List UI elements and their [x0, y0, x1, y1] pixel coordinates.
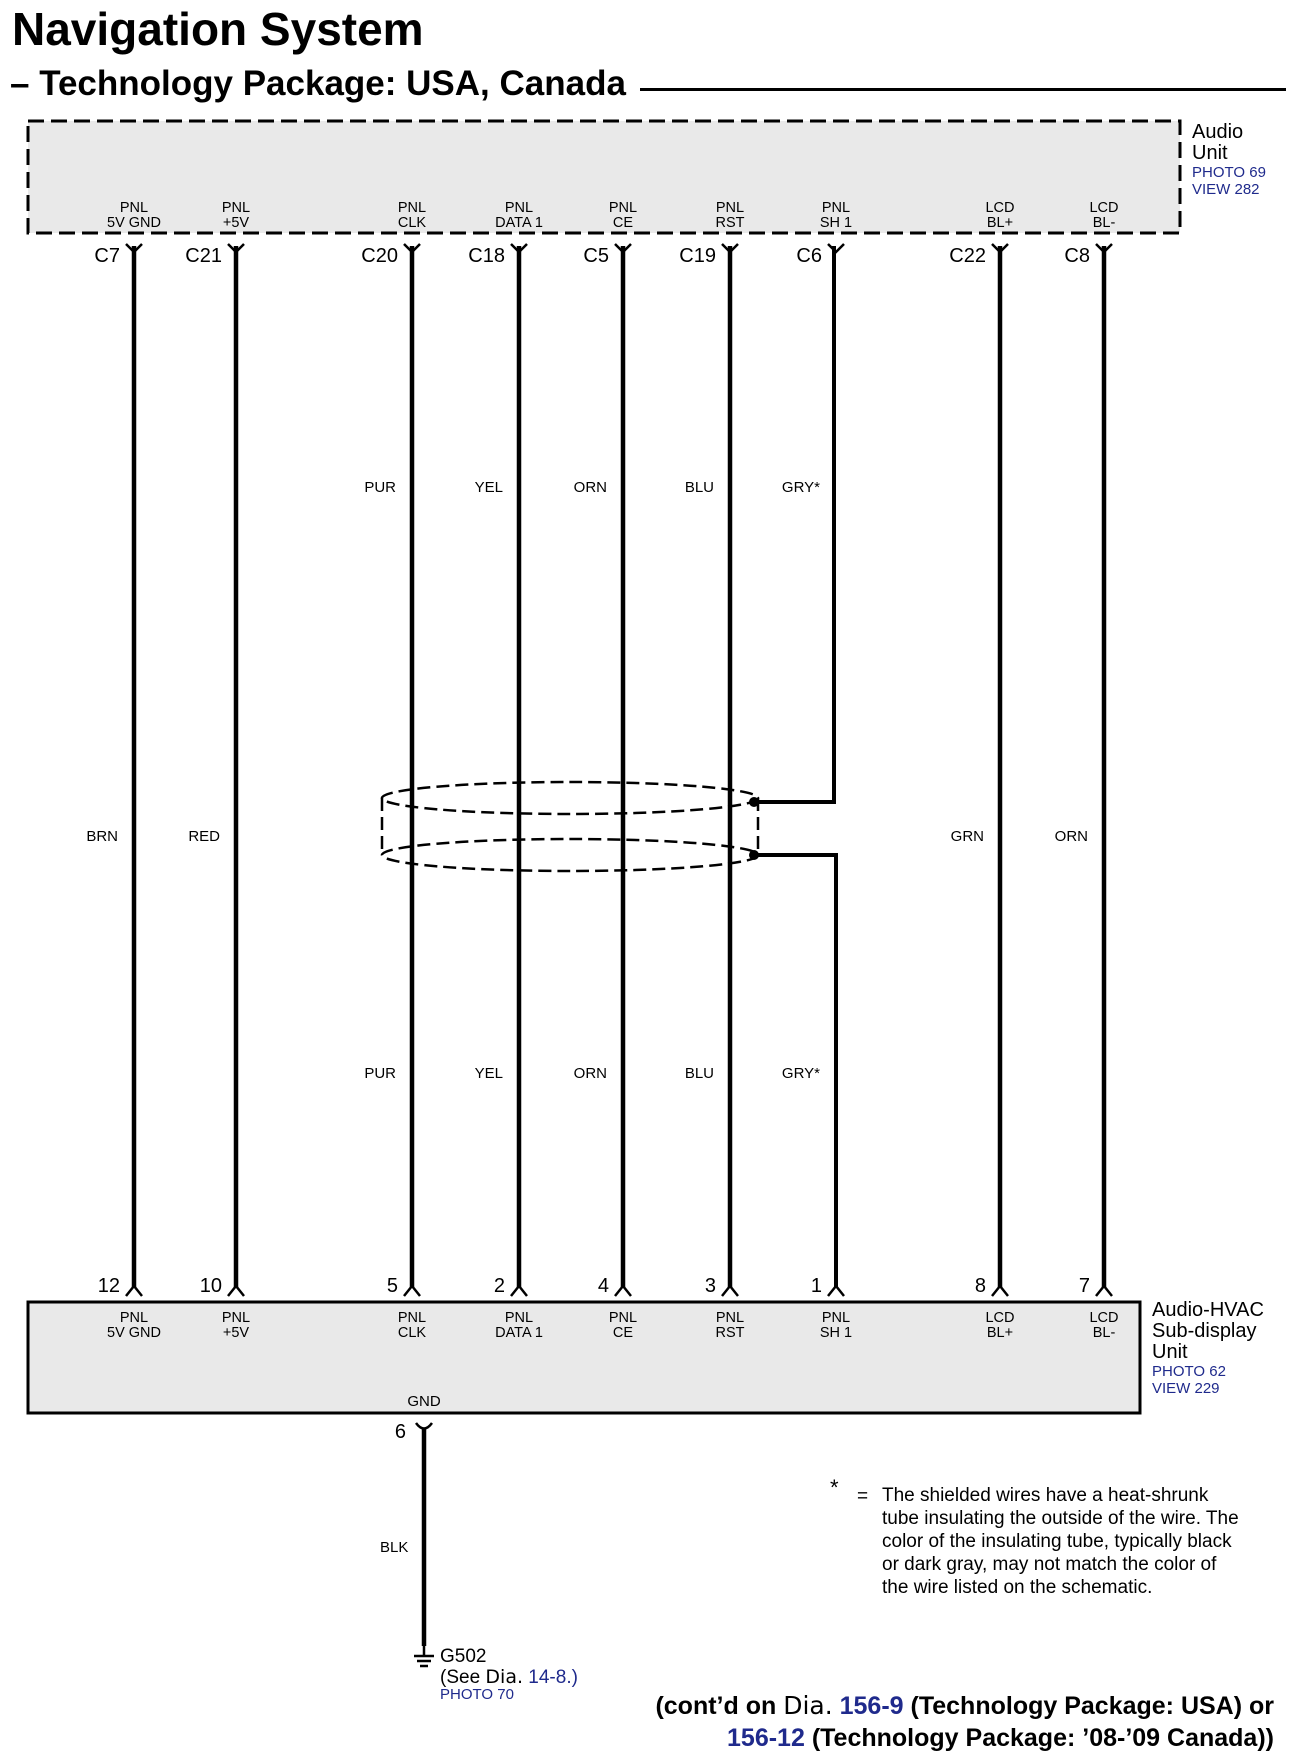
shield-tube — [382, 782, 758, 871]
wire-4 — [574, 200, 637, 1341]
sub-display-view: VIEW 229 — [1152, 1380, 1220, 1397]
terminal-male-icon — [511, 1286, 527, 1296]
wire-color-label: BLU — [684, 479, 714, 496]
terminal-male-icon — [615, 1286, 631, 1296]
footnote-equals: = — [857, 1486, 869, 1507]
sub-display-name-1: Audio-HVAC — [1152, 1299, 1264, 1321]
terminal-male-icon — [992, 1286, 1008, 1296]
wire-color-label: ORN — [573, 479, 607, 496]
sub-display-pin-number: 5 — [386, 1275, 398, 1297]
terminal-male-icon — [828, 1286, 844, 1296]
audio-terminal-label: PNL — [397, 200, 427, 216]
wire-group — [86, 200, 1118, 1341]
wire-color-label: ORN — [573, 1065, 607, 1082]
page-subtitle: – Technology Package: USA, Canada — [10, 64, 640, 104]
sub-display-terminal-label: PNL — [608, 1310, 638, 1326]
wire-color-label: YEL — [474, 1065, 503, 1082]
audio-terminal-label: PNL — [821, 200, 851, 216]
wire-0 — [86, 200, 161, 1341]
wire-5 — [679, 200, 744, 1341]
wire-color-label: GRY* — [781, 1065, 820, 1082]
terminal-male-icon — [1096, 1286, 1112, 1296]
ground-see-link[interactable]: 14-8.) — [528, 1667, 578, 1688]
sub-display-pin-number: 2 — [493, 1275, 505, 1297]
ground-symbol-icon — [414, 1646, 434, 1666]
sub-display-terminal-label: BL+ — [986, 1325, 1014, 1341]
sub-display-pin-number: 8 — [974, 1275, 986, 1297]
audio-terminal-label: BL+ — [986, 215, 1014, 231]
audio-terminal-label: PNL — [221, 200, 251, 216]
sub-display-pin-number: 4 — [597, 1275, 609, 1297]
wire-color-label: GRY* — [781, 479, 820, 496]
sub-display-pin-number: 10 — [199, 1275, 222, 1297]
gnd-terminal-label: GND — [407, 1393, 441, 1410]
wire-2 — [361, 200, 426, 1341]
sub-display-terminal-label: PNL — [119, 1310, 149, 1326]
shield-drain-connection — [749, 246, 836, 1287]
sub-display-photo: PHOTO 62 — [1152, 1363, 1226, 1380]
sub-display-pin-number: 12 — [97, 1275, 120, 1297]
sub-display-terminal-label: PNL — [397, 1310, 427, 1326]
audio-terminal-label: PNL — [504, 200, 534, 216]
wire-color-label: GRN — [950, 828, 984, 845]
sub-display-terminal-label: RST — [715, 1325, 745, 1341]
sub-display-terminal-label: CE — [612, 1325, 634, 1341]
terminal-male-icon — [228, 1286, 244, 1296]
audio-unit-view: VIEW 282 — [1192, 181, 1260, 198]
footnote-asterisk: * — [830, 1475, 839, 1500]
sub-display-pin-number: 7 — [1078, 1275, 1090, 1297]
audio-pin-number: C21 — [185, 245, 222, 267]
ground-photo: PHOTO 70 — [440, 1686, 514, 1703]
audio-pin-number: C18 — [468, 245, 505, 267]
audio-terminal-label: RST — [715, 215, 745, 231]
continued-reference — [655, 1690, 1274, 1754]
wire-8 — [1055, 200, 1119, 1341]
sub-display-name-2: Sub-display — [1152, 1320, 1257, 1342]
wire-3 — [468, 200, 543, 1341]
audio-unit-photo: PHOTO 69 — [1192, 164, 1266, 181]
wire-7 — [949, 200, 1014, 1341]
ground-see-reference: (See Dia. 14-8.) — [440, 1666, 578, 1688]
ground-wire — [416, 1423, 432, 1646]
sub-display-terminal-label: DATA 1 — [495, 1325, 543, 1341]
sub-display-pin-number: 1 — [810, 1275, 822, 1297]
ground-name: G502 — [440, 1646, 487, 1667]
audio-pin-number: C8 — [1064, 245, 1090, 267]
audio-unit-name-2: Unit — [1192, 142, 1228, 164]
wire-color-label: PUR — [364, 1065, 396, 1082]
audio-terminal-label: CLK — [397, 215, 427, 231]
sub-display-terminal-label: SH 1 — [819, 1325, 853, 1341]
gnd-pin-number: 6 — [394, 1421, 406, 1443]
wire-color-label: RED — [188, 828, 220, 845]
page-title: Navigation System — [12, 3, 424, 55]
sub-display-terminal-label: PNL — [504, 1310, 534, 1326]
sub-display-terminal-label: PNL — [715, 1310, 745, 1326]
audio-terminal-label: SH 1 — [819, 215, 853, 231]
sub-display-terminal-label: +5V — [222, 1325, 250, 1341]
continued-link-canada[interactable]: 156-12 — [727, 1724, 805, 1752]
audio-pin-number: C22 — [949, 245, 986, 267]
audio-terminal-label: PNL — [119, 200, 149, 216]
sub-display-pin-number: 3 — [704, 1275, 716, 1297]
sub-display-name-3: Unit — [1152, 1341, 1188, 1363]
wire-1 — [185, 200, 250, 1341]
audio-terminal-label: LCD — [985, 200, 1015, 216]
footnote-text: The shielded wires have a heat-shrunk tube insulating the outside of the wire. The color of the insulating tube, typically black or dark gray, may not match the color of the wire listed on the schematic. — [882, 1485, 1239, 1598]
audio-pin-number: C20 — [361, 245, 398, 267]
audio-terminal-label: PNL — [715, 200, 745, 216]
audio-terminal-label: 5V GND — [107, 215, 161, 231]
audio-terminal-label: DATA 1 — [495, 215, 543, 231]
wire-color-label: PUR — [364, 479, 396, 496]
wire-6 — [782, 200, 852, 1341]
sub-display-unit-box — [28, 1302, 1140, 1413]
audio-terminal-label: BL- — [1092, 215, 1116, 231]
terminal-male-icon — [404, 1286, 420, 1296]
wire-color-label: ORN — [1054, 828, 1088, 845]
audio-unit-name-1: Audio — [1192, 121, 1244, 143]
sub-display-terminal-label: LCD — [1089, 1310, 1119, 1326]
audio-terminal-label: +5V — [222, 215, 250, 231]
wire-color-label: BLU — [684, 1065, 714, 1082]
wire-color-label: BRN — [86, 828, 118, 845]
terminal-male-icon — [126, 1286, 142, 1296]
terminal-male-icon — [722, 1286, 738, 1296]
continued-line-2: 156-12 (Technology Package: ’08-’09 Canada)) — [727, 1724, 1274, 1752]
continued-link-usa[interactable]: 156-9 — [839, 1692, 904, 1720]
audio-pin-number: C19 — [679, 245, 716, 267]
wire-color-label: YEL — [474, 479, 503, 496]
sub-display-terminal-label: 5V GND — [107, 1325, 161, 1341]
audio-terminal-label: CE — [612, 215, 634, 231]
audio-pin-number: C5 — [583, 245, 609, 267]
sub-display-terminal-label: BL- — [1092, 1325, 1116, 1341]
sub-display-terminal-label: PNL — [221, 1310, 251, 1326]
continued-line-1: (cont’d on Dia. 156-9 (Technology Package: USA) or — [655, 1691, 1274, 1720]
sub-display-terminal-label: PNL — [821, 1310, 851, 1326]
audio-pin-number: C6 — [796, 245, 822, 267]
audio-terminal-label: LCD — [1089, 200, 1119, 216]
sub-display-terminal-label: LCD — [985, 1310, 1015, 1326]
sub-display-terminal-label: CLK — [397, 1325, 427, 1341]
audio-pin-number: C7 — [94, 245, 120, 267]
audio-terminal-label: PNL — [608, 200, 638, 216]
ground-wire-color: BLK — [380, 1539, 409, 1556]
